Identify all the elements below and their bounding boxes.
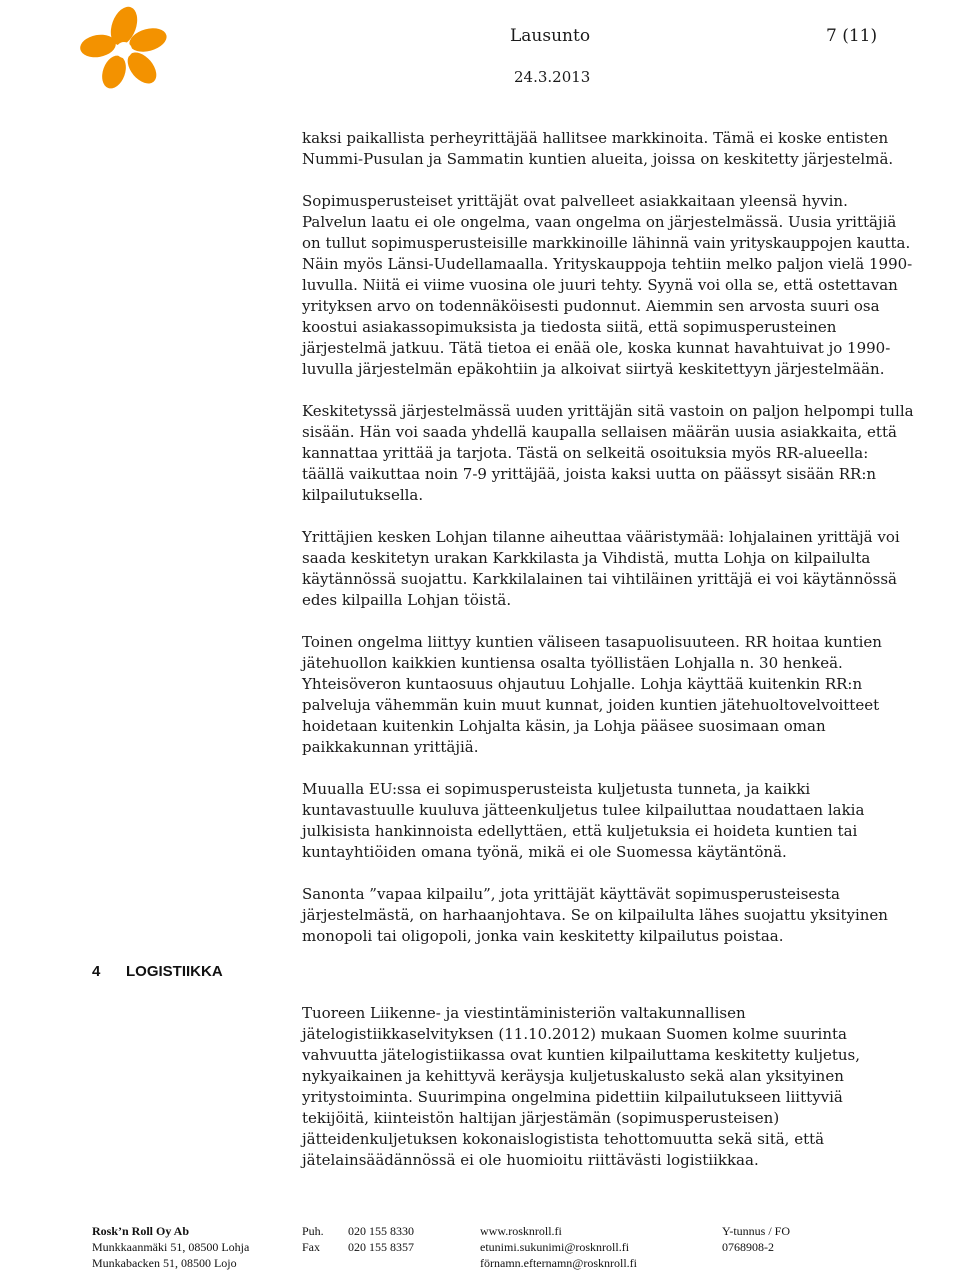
paragraph: kaksi paikallista perheyrittäjää hallitsee markkinoita. Tämä ei koske entisten Nummi-Pusulan ja Sammatin kuntien alueita, joissa on keskitetty järjestelmä. [302,129,894,168]
document-date: 24.3.2013 [514,68,591,86]
footer-address-sv: Munkabacken 51, 08500 Lojo [92,1256,237,1270]
orange-pinwheel-logo-icon [78,6,170,90]
company-logo [78,6,170,90]
footer-business-id: 0768908-2 [722,1240,774,1254]
paragraph: Sopimusperusteiset yrittäjät ovat palvelleet asiakkaitaan yleensä hyvin. Palvelun laatu ei ole ongelma, vaan ongelma on järjestelmässä. Uusia yrittäjiä on tullut sopimusperusteisille markkinoille lähinnä vain yrityskauppojen kautta. Näin myös Länsi-Uudellamaalla. Yrityskauppoja tehtiin melko paljon vielä 1990-luvulla. Niitä ei viime vuosina ole juuri tehty. Syynä voi olla se, että ostettavan yrityksen arvo on todennäköisesti pudonnut. Aiemmin sen arvosta suuri osa koostui asiakassopimuksista ja tiedosta siitä, että sopimusperusteinen järjestelmä jatkuu. Tätä tietoa ei enää ole, koska kunnat havahtuivat jo 1990-luvulla järjestelmän epäkohtiin ja alkoivat siirtyä keskitettyyn järjestelmään. [302,192,913,378]
footer-phone: 020 155 8330 [348,1224,414,1238]
footer-fax-label: Fax [302,1240,320,1254]
paragraph: Keskitetyssä järjestelmässä uuden yrittäjän sitä vastoin on paljon helpompi tulla sisään. Hän voi saada yhdellä kaupalla sellaisen määrän uusia asiakkaita, että kannattaa yrittää ja tarjota. Tästä on selkeitä osoituksia myös RR-alueella: täällä vaikuttaa noin 7-9 yrittäjää, joista kaksi uutta on päässyt sisään RR:n kilpailutuksella. [302,402,914,504]
footer-company-block [92,1223,249,1271]
paragraph: Tuoreen Liikenne- ja viestintäministeriön valtakunnallisen jätelogistiikkaselvityksen (11.10.2012) mukaan Suomen kolme suurinta vahvuutta jätelogistiikassa ovat kuntien kilpailuttama keskitetty kuljetus, nykyaikainen ja kehittyvä keräysja kuljetuskalusto sekä alan yksityinen yritystoiminta. Suurimpina ongelmina pidettiin kilpailutukseen liittyviä tekijöitä, kiinteistön haltijan järjestämän (sopimusperusteisen) jätteidenkuljetuksen kokonaislogistista tehottomuutta sekä sitä, että jätelainsäädännössä ei ole huomioitu riittävästi logistiikkaa. [302,1004,861,1169]
footer-phone-block [302,1223,414,1255]
footer-email-sv[interactable]: förnamn.efternamn@rosknroll.fi [480,1256,638,1270]
section-title: LOGISTIIKKA [126,963,223,980]
footer-fax: 020 155 8357 [348,1240,414,1254]
paragraph: Toinen ongelma liittyy kuntien väliseen tasapuolisuuteen. RR hoitaa kuntien jätehuollon kaikkien kuntiensa osalta työllistäen Lohjalla n. 30 henkeä. Yhteisöveron kuntaosuus ohjautuu Lohjalle. Lohja käyttää kuitenkin RR:n palveluja vähemmän kuin muut kunnat, joiden kuntien jätehuoltovelvoitteet hoidetaan kuitenkin Lohjalta käsin, ja Lohja pääsee suosimaan oman paikkakunnan yrittäjiä. [302,633,882,756]
section-heading [92,963,223,980]
footer-business-id-label: Y-tunnus / FO [722,1224,791,1238]
footer-phone-label: Puh. [302,1224,324,1238]
body-text-lower [302,1003,914,1192]
document-type: Lausunto [510,26,591,46]
section-number: 4 [92,963,101,980]
footer-web-block [480,1223,637,1271]
body-text-upper [302,128,914,968]
footer-company-name: Rosk’n Roll Oy Ab [92,1224,190,1238]
paragraph: Yrittäjien kesken Lohjan tilanne aiheuttaa vääristymää: lohjalainen yrittäjä voi saada keskitetyn urakan Karkkilasta ja Vihdistä, mutta Lohja on kilpailulta käytännössä suojattu. Karkkilalainen tai vihtiläinen yrittäjä ei voi käytännössä edes kilpailla Lohjan töistä. [302,528,900,609]
footer-email-fi[interactable]: etunimi.sukunimi@rosknroll.fi [480,1240,630,1254]
paragraph: Sanonta ”vapaa kilpailu”, jota yrittäjät käyttävät sopimusperusteisesta järjestelmästä, on harhaanjohtava. Se on kilpailulta lähes suojattu yksityinen monopoli tai oligopoli, jonka vain keskitetty kilpailutus poistaa. [302,885,888,945]
footer-address-fi: Munkkaanmäki 51, 08500 Lohja [92,1240,250,1254]
page-footer [0,1223,960,1271]
footer-business-id-block [722,1223,790,1255]
page-number: 7 (11) [826,26,878,46]
footer-website-link[interactable]: www.rosknroll.fi [480,1224,562,1238]
paragraph: Muualla EU:ssa ei sopimusperusteista kuljetusta tunneta, ja kaikki kuntavastuulle kuuluva jätteenkuljetus tulee kilpailuttaa noudattaen lakia julkisista hankinnoista edellyttäen, että kuljetuksia ei hoideta kuntien tai kuntayhtiöiden omana työnä, mikä ei ole Suomessa käytäntönä. [302,780,865,861]
